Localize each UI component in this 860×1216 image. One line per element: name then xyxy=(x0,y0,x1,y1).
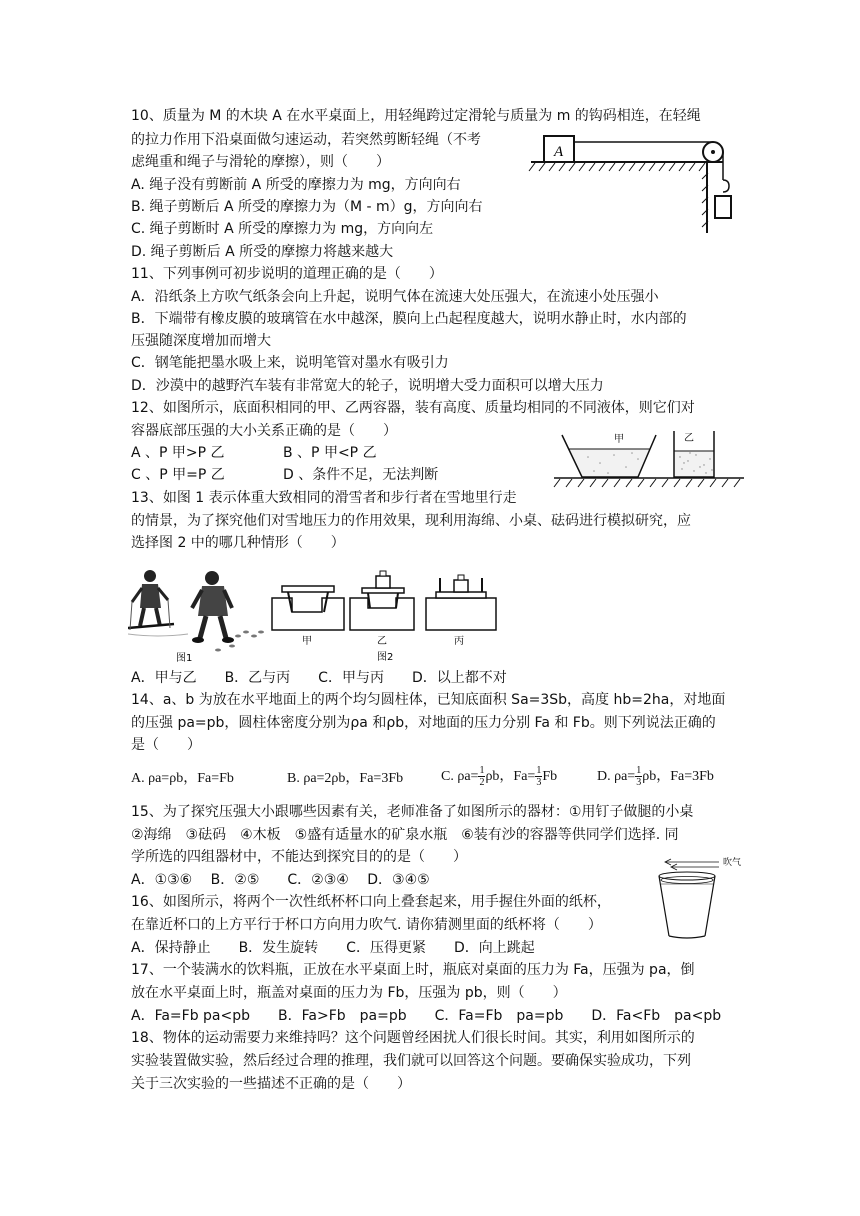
q12-label-yi: 乙 xyxy=(684,433,694,444)
q10-stem-line1: 10、质量为 M 的木块 A 在水平桌面上，用轻绳跨过定滑轮与质量为 m 的钩码相连，在轻绳 xyxy=(131,108,701,124)
q11-stem: 11、下列事例可初步说明的道理正确的是（ ） xyxy=(131,266,443,282)
q16-paper-cups-figure xyxy=(645,854,755,944)
q14-option-b: B. ρa=2ρb，Fa=3Fb xyxy=(287,771,404,786)
q12-option-c: C 、P 甲=P 乙 xyxy=(131,467,225,483)
q14-option-d-mid: ρb，Fa=3Fb xyxy=(642,769,714,784)
q14-stem-line3: 是（ ） xyxy=(131,737,201,753)
q10-option-a: A. 绳子没有剪断前 A 所受的摩擦力为 mg，方向向右 xyxy=(131,177,461,193)
q16-blow-label: 吹气 xyxy=(723,858,742,868)
q13-fig2-sponge-tables xyxy=(270,568,510,664)
q16-stem-line2: 在靠近杯口的上方平行于杯口方向用力吹气. 请你猜测里面的纸杯将（ ） xyxy=(131,917,602,933)
q13-fig1-caption: 图1 xyxy=(176,653,193,664)
q14-c-frac2-denominator: 3 xyxy=(536,777,542,789)
q14-stem-line2: 的压强 pa=pb，圆柱体密度分别为ρa 和ρb，对地面的压力分别 Fa 和 Fb。则下列说法正确的 xyxy=(131,715,716,731)
q13-fig2-caption: 图2 xyxy=(377,652,394,663)
q15-stem-line1: 15、为了探究压强大小跟哪些因素有关，老师准备了如图所示的器材：①用钉子做腿的小桌 xyxy=(131,804,694,820)
q14-c-frac1-denominator: 2 xyxy=(479,777,485,789)
q12-option-b: B 、P 甲<P 乙 xyxy=(283,445,377,461)
q16-stem-line1: 16、如图所示，将两个一次性纸杯杯口向上叠套起来，用手握住外面的纸杯， xyxy=(131,894,611,910)
q11-option-b-line1: B．下端带有橡皮膜的玻璃管在水中越深，膜向上凸起程度越大，说明水静止时，水内部的 xyxy=(131,311,687,327)
q18-stem-line1: 18、物体的运动需要力来维持吗？这个问题曾经困扰人们很长时间。其实，利用如图所示的 xyxy=(131,1030,695,1046)
q10-option-c: C. 绳子剪断时 A 所受的摩擦力为 mg，方向向左 xyxy=(131,221,434,237)
q12-option-a: A 、P 甲>P 乙 xyxy=(131,445,225,461)
q14-stem-line1: 14、a、b 为放在水平地面上的两个均匀圆柱体，已知底面积 Sa=3Sb，高度 hb=2ha，对地面 xyxy=(131,692,726,708)
q11-option-a: A．沿纸条上方吹气纸条会向上升起，说明气体在流速大处压强大，在流速小处压强小 xyxy=(131,289,659,305)
q13-label-bing: 丙 xyxy=(454,636,464,647)
q11-option-c: C．钢笔能把墨水吸上来，说明笔管对墨水有吸引力 xyxy=(131,355,449,371)
q15-stem-line2: ②海绵 ③砝码 ④木板 ⑤盛有适量水的矿泉水瓶 ⑥装有沙的容器等供同学们选择. 同 xyxy=(131,827,679,843)
q13-label-jia: 甲 xyxy=(302,636,312,647)
q10-option-d: D. 绳子剪断后 A 所受的摩擦力将越来越大 xyxy=(131,244,394,260)
q12-stem-line1: 12、如图所示，底面积相同的甲、乙两容器，装有高度、质量均相同的不同液体，则它们对 xyxy=(131,400,695,416)
q14-option-c xyxy=(441,762,557,792)
q14-d-frac-denominator: 3 xyxy=(636,777,642,789)
q13-stem-line3: 选择图 2 中的哪几种情形（ ） xyxy=(131,535,345,551)
q12-option-d: D 、条件不足，无法判断 xyxy=(283,467,439,483)
q17-options: A．Fa=Fb pa<pb B．Fa>Fb pa=pb C．Fa=Fb pa=pb D．Fa<Fb pa<pb xyxy=(131,1008,722,1024)
q10-stem-line2: 的拉力作用下沿桌面做匀速运动，若突然剪断轻绳（不考 xyxy=(131,132,481,148)
q15-options: A．①③⑥ B．②⑤ C．②③④ D．③④⑤ xyxy=(131,872,430,888)
q12-containers-figure xyxy=(548,425,748,490)
q13-stem-line1: 13、如图 1 表示体重大致相同的滑雪者和步行者在雪地里行走 xyxy=(131,490,517,506)
q13-fig1-skier-walker xyxy=(128,564,268,664)
q14-option-c-post: Fb xyxy=(542,769,558,784)
q18-stem-line3: 关于三次实验的一些描述不正确的是（ ） xyxy=(131,1076,411,1092)
q14-d-frac-numerator: 1 xyxy=(636,765,642,777)
q10-stem-line3: 虑绳重和绳子与滑轮的摩擦），则（ ） xyxy=(131,154,390,170)
q12-stem-line2: 容器底部压强的大小关系正确的是（ ） xyxy=(131,423,397,439)
q14-option-d-pre: D. ρa= xyxy=(597,769,636,784)
q11-option-b-line2: 压强随深度增加而增大 xyxy=(131,333,271,349)
q10-option-b: B. 绳子剪断后 A 所受的摩擦力为（M - m）g，方向向右 xyxy=(131,199,483,215)
q13-options: A．甲与乙 B．乙与丙 C．甲与丙 D．以上都不对 xyxy=(131,670,507,686)
q10-pulley-figure xyxy=(527,133,742,235)
q14-option-a: A. ρa=ρb，Fa=Fb xyxy=(131,771,234,786)
q11-option-d: D．沙漠中的越野汽车装有非常宽大的轮子，说明增大受力面积可以增大压力 xyxy=(131,378,604,394)
q14-c-frac1-numerator: 1 xyxy=(479,765,485,777)
q14-c-frac2-numerator: 1 xyxy=(536,765,542,777)
q13-stem-line2: 的情景，为了探究他们对雪地压力的作用效果，现利用海绵、小桌、砝码进行模拟研究，应 xyxy=(131,513,691,529)
q14-option-d xyxy=(597,762,714,792)
q16-options: A．保持静止 B．发生旋转 C．压得更紧 D．向上跳起 xyxy=(131,940,535,956)
q17-stem-line1: 17、一个装满水的饮料瓶，正放在水平桌面上时，瓶底对桌面的压力为 Fa，压强为 pa，倒 xyxy=(131,962,695,978)
q10-block-label: A xyxy=(554,144,564,160)
q13-label-yi: 乙 xyxy=(377,636,387,647)
q14-option-c-mid: ρb，Fa= xyxy=(485,769,536,784)
q15-stem-line3: 学所选的四组器材中，不能达到探究目的的是（ ） xyxy=(131,849,467,865)
q14-option-c-pre: C. ρa= xyxy=(441,769,479,784)
q17-stem-line2: 放在水平桌面上时，瓶盖对桌面的压力为 Fb，压强为 pb，则（ ） xyxy=(131,985,567,1001)
q18-stem-line2: 实验装置做实验，然后经过合理的推理，我们就可以回答这个问题。要确保实验成功，下列 xyxy=(131,1053,691,1069)
q12-label-jia: 甲 xyxy=(614,434,624,445)
